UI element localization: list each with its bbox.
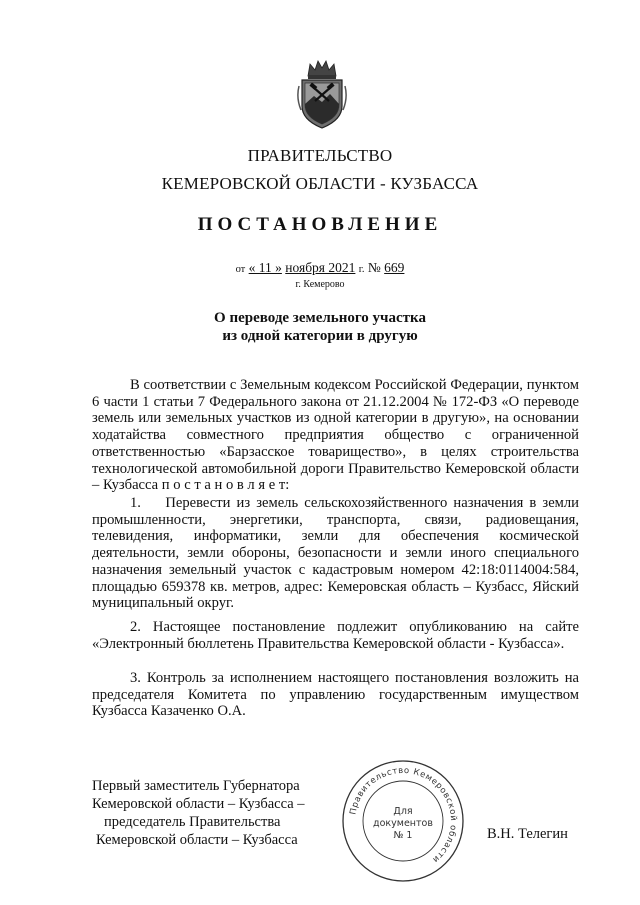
subject-line-1: О переводе земельного участка — [214, 310, 426, 326]
signer-name: В.Н. Телегин — [487, 826, 568, 842]
stamp-ring-text: Правительство Кемеровской области — [348, 765, 459, 865]
place: г. Кемерово — [295, 279, 345, 290]
signature-line-2: Кемеровской области – Кузбасса – — [92, 796, 305, 812]
preamble-paragraph: В соответствии с Земельным кодексом Российской Федерации, пунктом 6 части 1 статьи 7 Федерального закона от 21.12.2004 № 172-ФЗ «О переводе земель или земельных участков из одной категории в другую», на основании ходатайства совместного предприятия общество с ограниченной ответственностью «Барзасское товарищество», в целях строительства технологической автомобильной дороги Правительство Кемеровской области – Кузбасса п о с т а н о в л я е т: — [92, 377, 579, 494]
signature-line-3: председатель Правительства — [104, 814, 281, 830]
date-day: « 11 » — [248, 260, 282, 275]
stamp-center-line-1: Для — [393, 806, 413, 817]
stamp-center-line-2: документов — [373, 818, 433, 829]
kuzbass-coat-of-arms-icon — [296, 58, 348, 130]
subject-line-2: из одной категории в другую — [222, 328, 418, 344]
region-title: КЕМЕРОВСКОЙ ОБЛАСТИ - КУЗБАССА — [161, 174, 479, 193]
date-year-suffix: г. — [358, 264, 365, 275]
item-2-paragraph: 2. Настоящее постановление подлежит опубликованию на сайте «Электронный бюллетень Правительства Кемеровской области - Кузбасса». — [92, 619, 579, 652]
date-line — [0, 260, 640, 276]
stamp-center-line-3: № 1 — [393, 830, 413, 841]
document-type: ПОСТАНОВЛЕНИЕ — [197, 214, 443, 235]
signature-line-4: Кемеровской области – Кузбасса — [96, 832, 298, 848]
official-seal-stamp — [340, 758, 466, 884]
date-month-year: ноября 2021 — [285, 260, 356, 275]
number-sign: № — [367, 260, 381, 275]
document-number: 669 — [384, 260, 405, 275]
item-3-paragraph: 3. Контроль за исполнением настоящего постановления возложить на председателя Комитета по управлению государственным имуществом Кузбасса Казаченко О.А. — [92, 670, 579, 720]
item-1-paragraph: 1. Перевести из земель сельскохозяйственного назначения в земли промышленности, энергетики, транспорта, связи, радиовещания, телевидения, информатики, земли для обеспечения космической деятельности, земли обороны, безопасности и земли иного специального назначения земельный участок с кадастровым номером 42:18:0114004:584, площадью 659378 кв. метров, адрес: Кемеровская область – Кузбасс, Яйский муниципальный округ. — [92, 495, 579, 612]
government-title: ПРАВИТЕЛЬСТВО — [247, 146, 393, 165]
signature-line-1: Первый заместитель Губернатора — [92, 778, 300, 794]
date-prefix: от — [235, 264, 246, 275]
